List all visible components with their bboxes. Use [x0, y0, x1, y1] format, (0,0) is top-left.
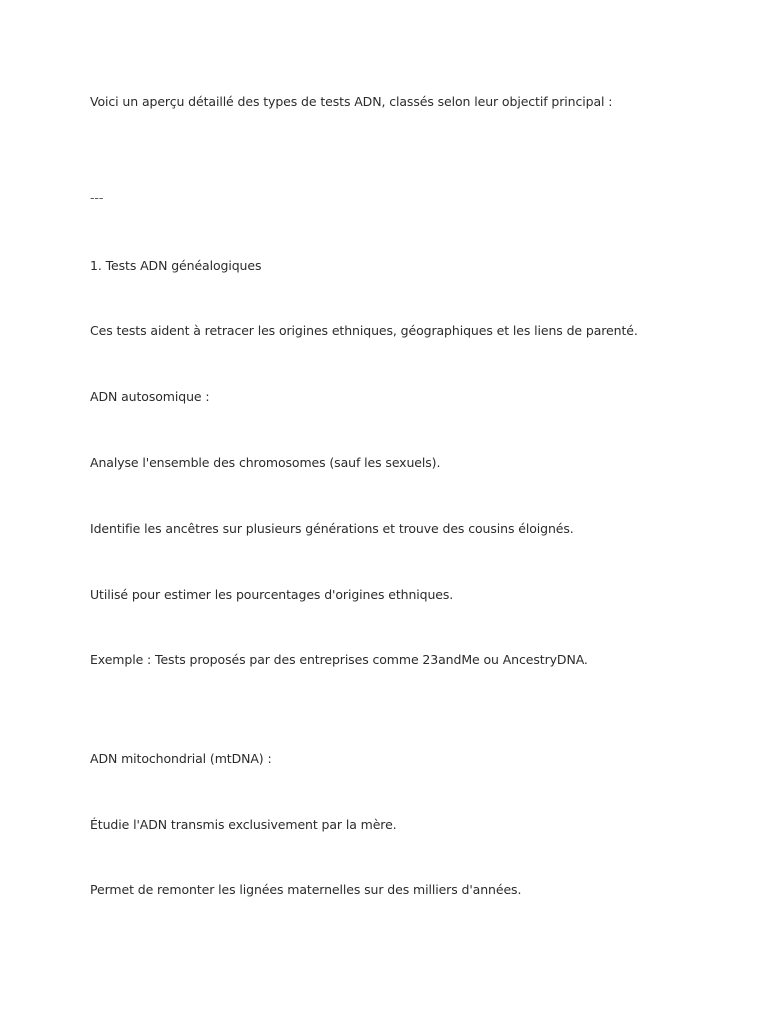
section-heading-genealogical: 1. Tests ADN généalogiques — [90, 258, 262, 273]
autosomal-point-1: Analyse l'ensemble des chromosomes (sauf les sexuels). — [90, 455, 441, 470]
section-description: Ces tests aident à retracer les origines ethniques, géographiques et les liens de parenté. — [90, 323, 638, 338]
autosomal-point-3: Utilisé pour estimer les pourcentages d'origines ethniques. — [90, 587, 454, 602]
autosomal-example: Exemple : Tests proposés par des entreprises comme 23andMe ou AncestryDNA. — [90, 652, 588, 667]
subheading-mitochondrial: ADN mitochondrial (mtDNA) : — [90, 751, 272, 766]
intro-paragraph: Voici un aperçu détaillé des types de tests ADN, classés selon leur objectif principal : — [90, 94, 613, 109]
separator: --- — [90, 190, 104, 205]
mitochondrial-point-1: Étudie l'ADN transmis exclusivement par la mère. — [90, 817, 397, 832]
subheading-autosomal: ADN autosomique : — [90, 389, 210, 404]
mitochondrial-point-2: Permet de remonter les lignées maternelles sur des milliers d'années. — [90, 882, 522, 897]
autosomal-point-2: Identifie les ancêtres sur plusieurs générations et trouve des cousins éloignés. — [90, 521, 574, 536]
